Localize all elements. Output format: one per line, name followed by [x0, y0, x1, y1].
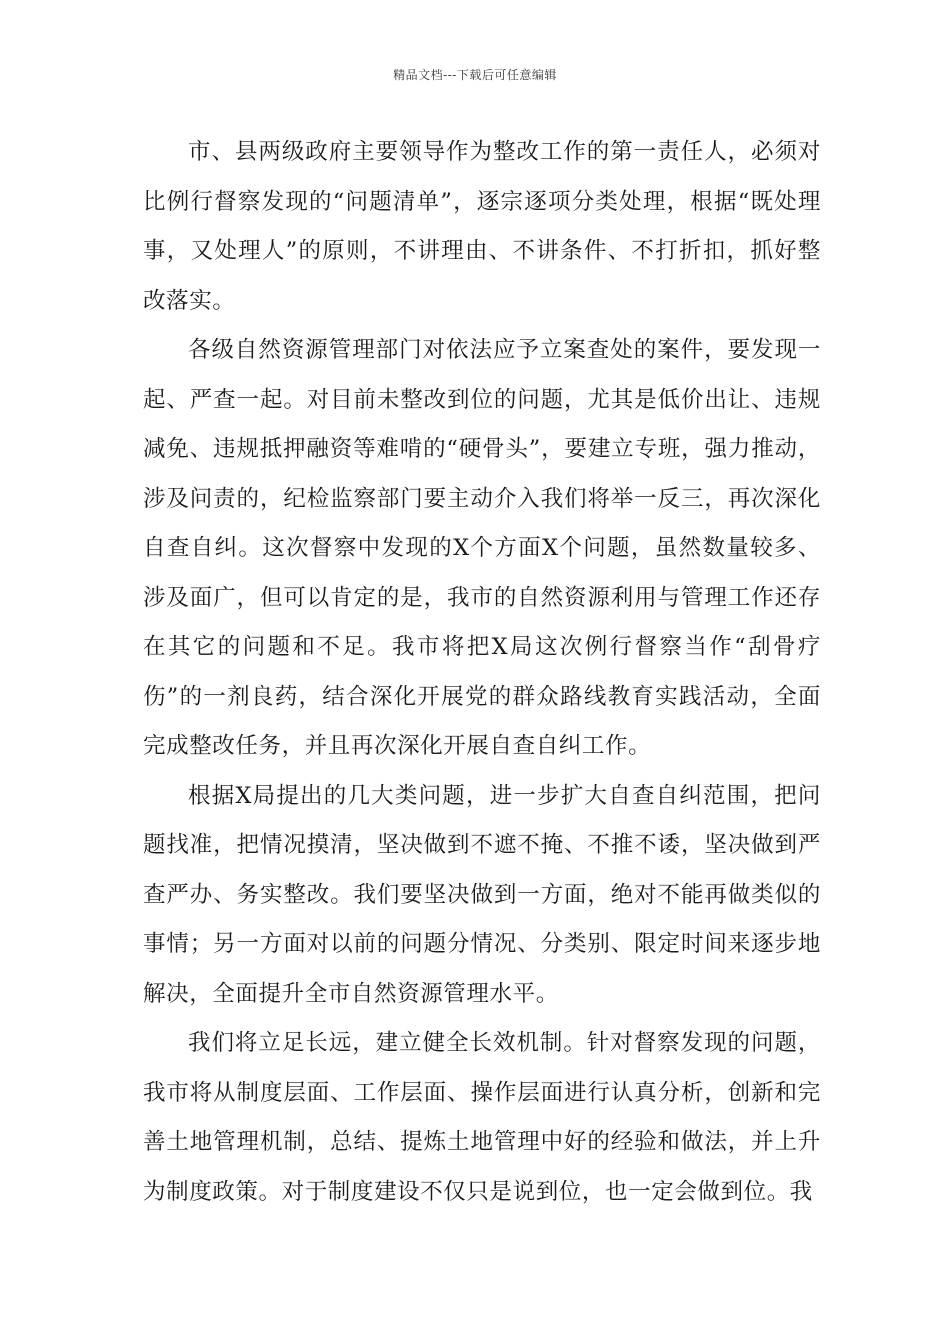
document-body [143, 128, 821, 1217]
paragraph-3: 根据X局提出的几大类问题，进一步扩大自查自纠范围，把问题找准，把情况摸清，坚决做到不遮不掩、不推不诿，坚决做到严查严办、务实整改。我们要坚决做到一方面，绝对不能再做类似的事情；另一方面对以前的问题分情况、分类别、限定时间来逐步地解决，全面提升全市自然资源管理水平。 [143, 782, 821, 1007]
paragraph-1: 市、县两级政府主要领导作为整改工作的第一责任人，必须对比例行督察发现的“问题清单”，逐宗逐项分类处理，根据“既处理事，又处理人”的原则，不讲理由、不讲条件、不打折扣，抓好整改落实。 [143, 139, 821, 314]
page-header: 精品文档---下载后可任意编辑 [393, 68, 557, 82]
paragraph-4: 我们将立足长远，建立健全长效机制。针对督察发现的问题，我市将从制度层面、工作层面、操作层面进行认真分析，创新和完善土地管理机制，总结、提炼土地管理中好的经验和做法，并上升为制度政策。对于制度建设不仅只是说到位，也一定会做到位。我 [143, 1030, 821, 1205]
paragraph-2: 各级自然资源管理部门对依法应予立案查处的案件，要发现一起、严查一起。对目前未整改到位的问题，尤其是低价出让、违规减免、违规抵押融资等难啃的“硬骨头”，要建立专班，强力推动，涉及问责的，纪检监察部门要主动介入我们将举一反三，再次深化自查自纠。这次督察中发现的X个方面X个问题，虽然数量较多、涉及面广，但可以肯定的是，我市的自然资源利用与管理工作还存在其它的问题和不足。我市将把X局这次例行督察当作“刮骨疗伤”的一剂良药，结合深化开展党的群众路线教育实践活动，全面完成整改任务，并且再次深化开展自查自纠工作。 [143, 337, 821, 759]
